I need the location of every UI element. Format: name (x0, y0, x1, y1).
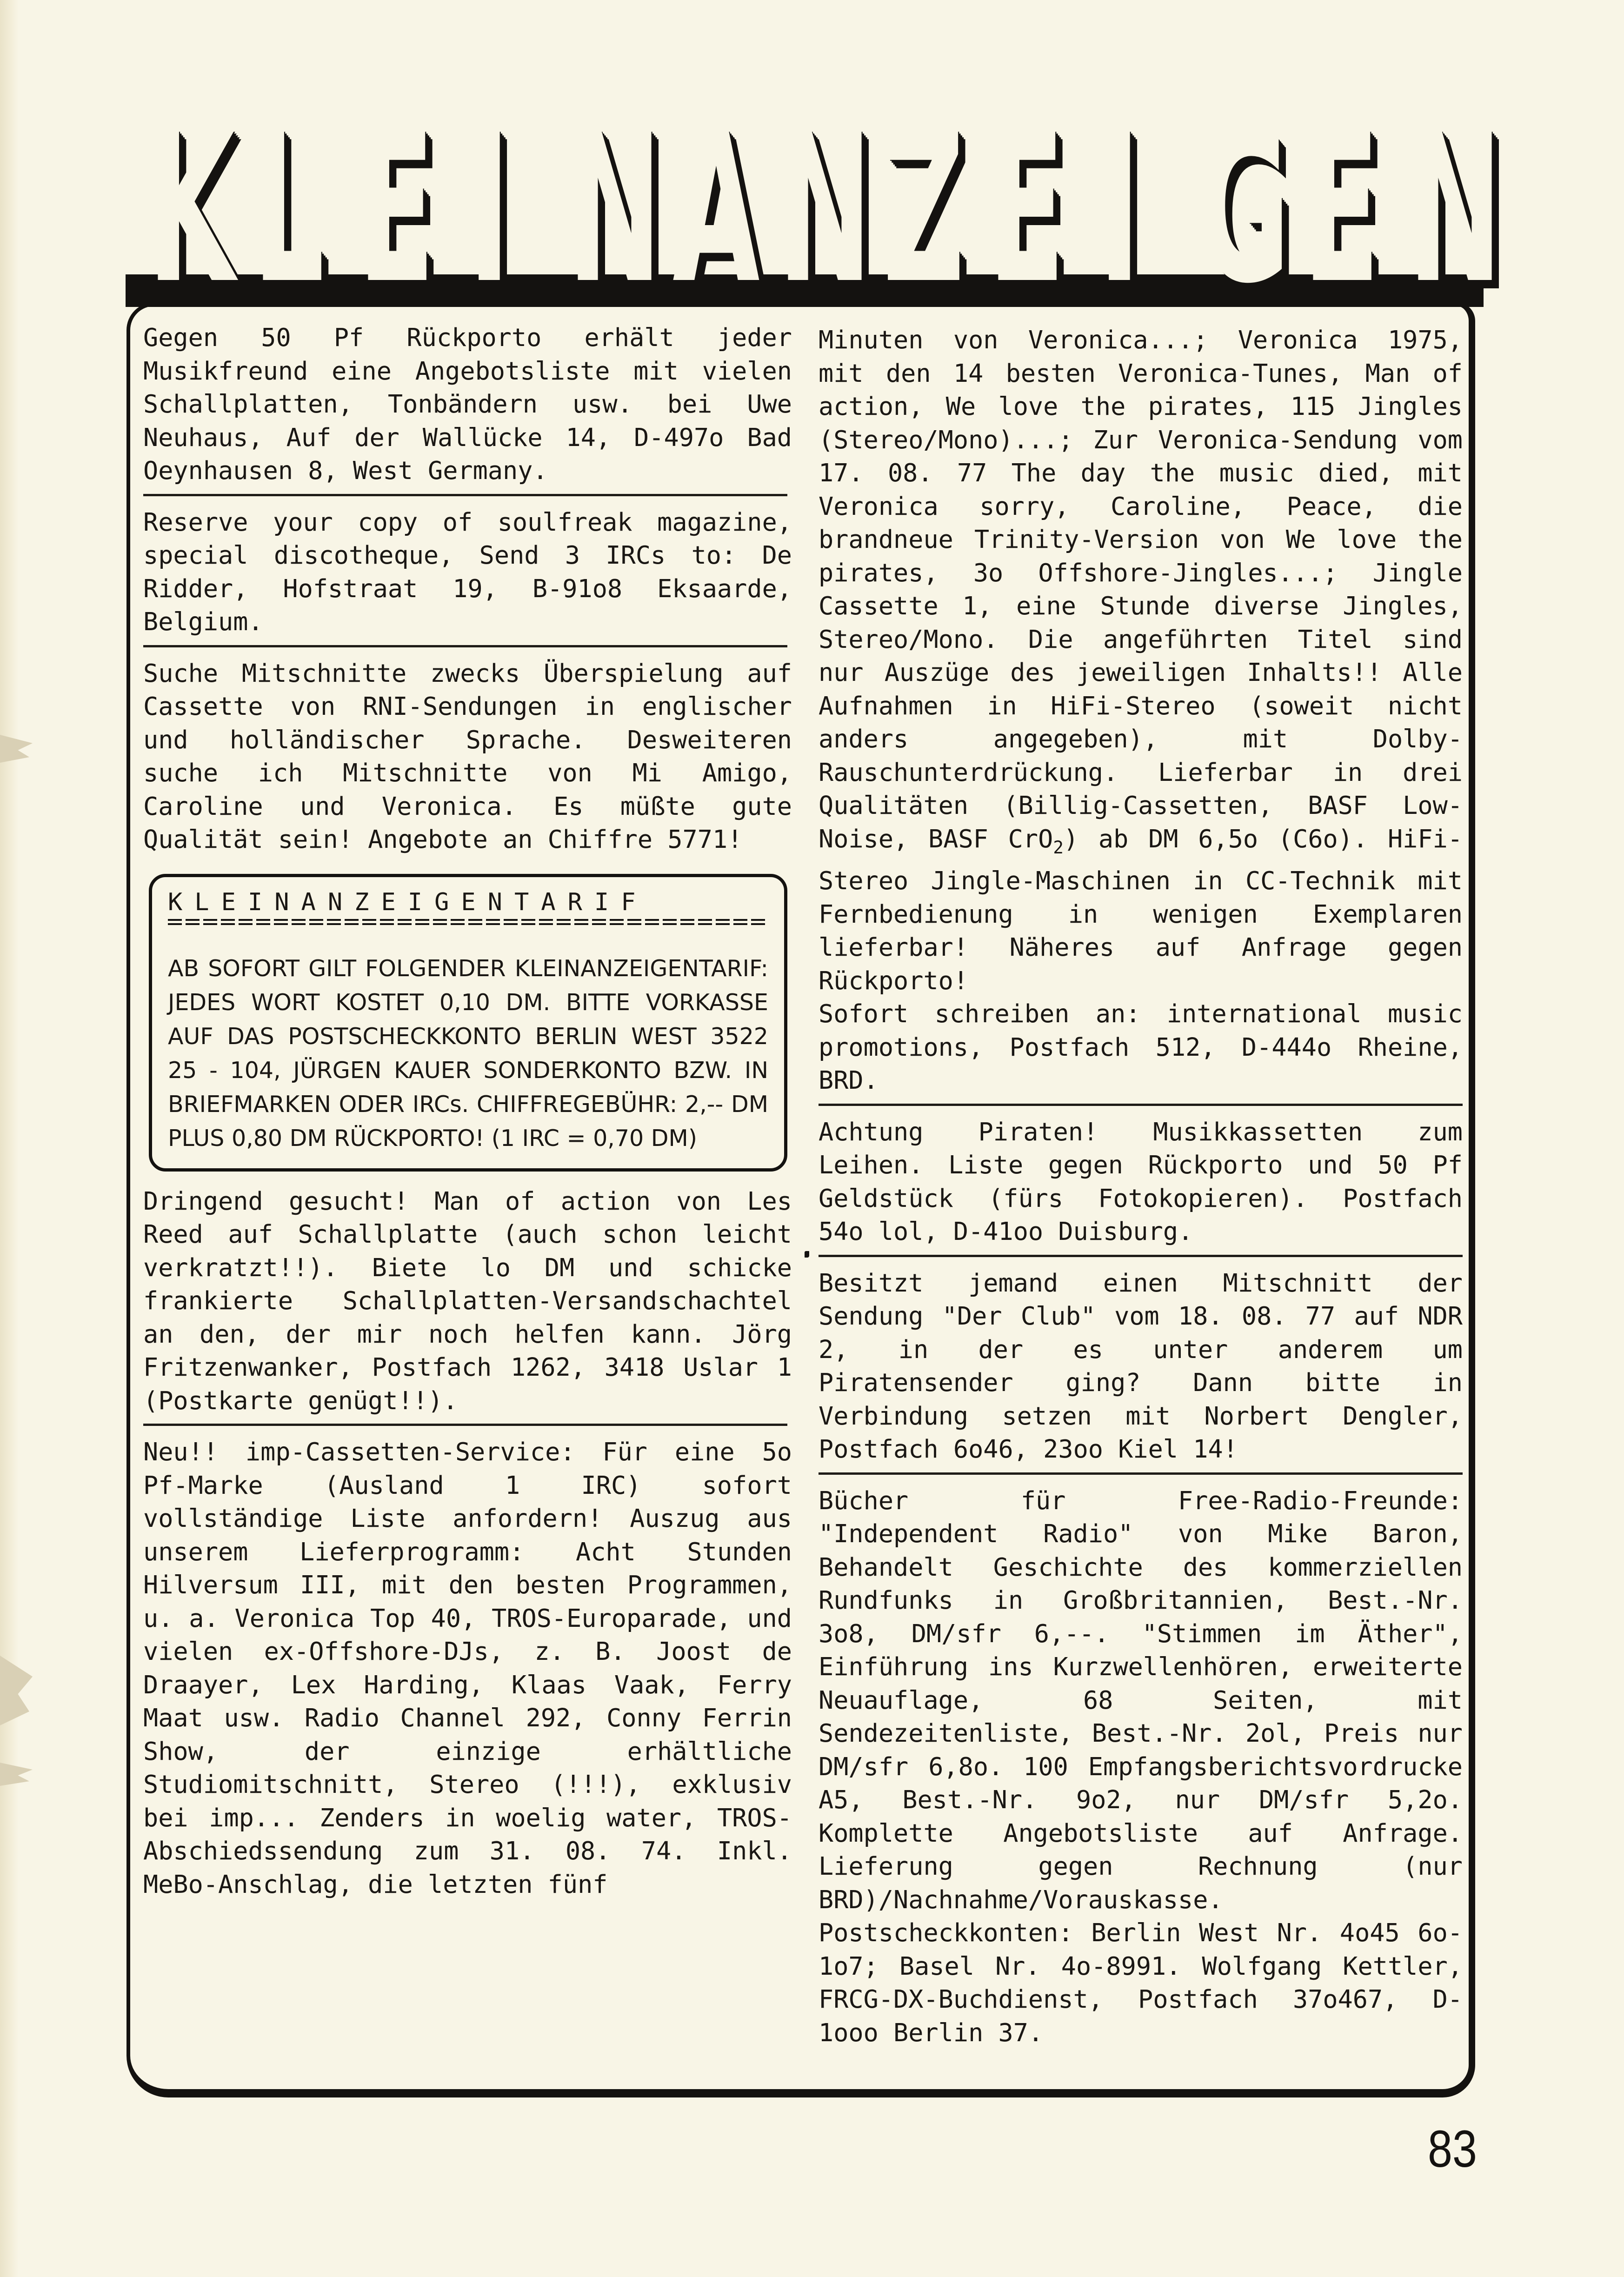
classified-ad-continued (819, 323, 1463, 1097)
title-letter: E (357, 90, 435, 328)
ad-divider (819, 1472, 1463, 1475)
tarif-double-rule (168, 919, 768, 925)
classified-ad (819, 1484, 1463, 2050)
subscript: 2 (1053, 837, 1064, 858)
classified-ad (143, 1185, 792, 1418)
classified-ad (819, 1266, 1463, 1466)
title-letter: N (567, 90, 662, 328)
ad-text-part: Minuten von Veronica...; Veronica 1975, mit den 14 besten Veronica-Tunes, Man of action, We love the pirates, 115 Jingles (Stereo/Mono)...; Zur Veronica-Sendung vom 17. 08. 77 The day the music died, mit Veronica sorry, Caroline, Peace, die brandneue Trinity-Version von We love the pirates, 3o Offshore-Jingles...; Jingle Cassette 1, eine Stunde diverse Jingles, Stereo/Mono. Die angeführten Titel sind nur Auszüge des jeweiligen Inhalts!! Alle Aufnahmen in HiFi-Stereo (soweit nicht anders angegeben), mit Dolby-Rauschunterdrückung. Lieferbar in drei Qualitäten (Billig-Cassetten, BASF Low-Noise, BASF CrO (819, 325, 1463, 853)
ad-divider (143, 1424, 787, 1426)
title-letter: E (987, 90, 1065, 328)
tarif-title: KLEINANZEIGENTARIF (168, 888, 648, 916)
paper-tear (0, 1763, 33, 1786)
ad-text: Reserve your copy of soulfreak magazine, special discotheque, Send 3 IRCs to: De Ridder, Hofstraat 19, B-91o8 Eksaarde, Belgium. (143, 507, 792, 636)
ad-text: Neu!! imp-Cassetten-Service: Für eine 5o Pf-Marke (Ausland 1 IRC) sofort vollständige Liste anfordern! Auszug aus unserem Lieferprogramm: Acht Stunden Hilversum III, mit den besten Programmen, u. a. Veronica Top 40, TROS-Europarade, und vielen ex-Offshore-DJs, z. B. Joost de Draayer, Lex Harding, Klaas Vaak, Ferry Maat usw. Radio Channel 292, Conny Ferrin Show, der einzige erhältliche Studiomitschnitt, Stereo (!!!), exklusiv bei imp... Zenders in woelig water, TROS-Abschiedssendung zum 31. 08. 74. Inkl. MeBo-Anschlag, die letzten fünf (143, 1437, 792, 1899)
right-column (819, 323, 1463, 2049)
title-letter: I (468, 90, 511, 328)
classified-ad (819, 1115, 1463, 1248)
ad-text: Achtung Piraten! Musikkassetten zum Leihen. Liste gegen Rückporto und 50 Pf Geldstück (fürs Fotokopieren). Postfach 54o lol, D-41oo Duisburg. (819, 1117, 1463, 1246)
page-number: 83 (1428, 2120, 1477, 2178)
classified-ad (143, 506, 792, 639)
paper-tear (0, 1656, 33, 1725)
ad-text: Gegen 50 Pf Rückporto erhält jeder Musikfreund eine Angebotsliste mit vielen Schallplatten, Tonbändern usw. bei Uwe Neuhaus, Auf der Wallücke 14, D-497o Bad Oeynhausen 8, West Germany. (143, 323, 792, 485)
title-letter: E (1303, 90, 1380, 328)
ad-divider (143, 645, 787, 647)
ad-text: Bücher für Free-Radio-Freunde: "Independent Radio" von Mike Baron, Behandelt Geschichte des kommerziellen Rundfunks in Großbritannien, Best.-Nr. 3o8, DM/sfr 6,--. "Stimmen im Äther", Einführung ins Kurzwellenhören, erweiterte Neuauflage, 68 Seiten, mit Sendezeitenliste, Best.-Nr. 2ol, Preis nur DM/sfr 6,8o. 100 Empfangsberichtsvordrucke A5, Best.-Nr. 9o2, nur DM/sfr 5,2o. Komplette Angebotsliste auf Anfrage. Lieferung gegen Rechnung (nur BRD)/Nachnahme/Vorauskasse. Postscheckkonten: Berlin West Nr. 4o45 6o-1o7; Basel Nr. 4o-8991. Wolfgang Kettler, FRCG-DX-Buchdienst, Postfach 37o467, D-1ooo Berlin 37. (819, 1485, 1463, 2047)
ad-text-part: ) ab DM 6,5o (C6o). HiFi-Stereo Jingle-Maschinen in CC-Technik mit Fernbedienung in wenigen Exemplaren lieferbar! Näheres auf Anfrage gegen Rückporto! (819, 824, 1463, 995)
ink-speck (805, 1251, 809, 1258)
tarif-text: AB SOFORT GILT FOLGENDER KLEINANZEIGENTARIF: JEDES WORT KOSTET 0,10 DM. BITTE VORKASSE AUF DAS POSTSCHECKKONTO BERLIN WEST 3522 25 - 104, JÜRGEN KAUER SONDERKONTO BZW. IN BRIEFMARKEN ODER IRCs. CHIFFREGEBÜHR: 2,-- DM PLUS 0,80 DM RÜCKPORTO! (1 IRC = 0,70 DM) (168, 955, 768, 1152)
ad-text: Dringend gesucht! Man of action von Les Reed auf Schallplatte (auch schon leicht verkratzt!!). Biete lo DM und schicke frankierte Schallplatten-Versandschachtel an den, der mir noch helfen kann. Jörg Fritzenwanker, Postfach 1262, 3418 Uslar 1 (Postkarte genügt!!). (143, 1186, 792, 1415)
classified-ad (143, 657, 792, 856)
ad-text (819, 323, 1463, 997)
title-letter: A (672, 90, 760, 328)
tarif-box (149, 874, 787, 1172)
paper-tear (0, 735, 33, 763)
ad-text: Suche Mitschnitte zwecks Überspielung auf Cassette von RNI-Sendungen in englischer und holländischer Sprache. Desweiteren suche ich Mitschnitte von Mi Amigo, Caroline und Veronica. Es müßte gute Qualität sein! Angebote an Chiffre 5771! (143, 658, 792, 854)
title-letter: K (147, 90, 235, 328)
page-title (126, 90, 1502, 328)
classified-ad (143, 1435, 792, 1901)
classified-ad (143, 321, 792, 487)
ad-divider (819, 1104, 1463, 1106)
title-letter: Z (883, 90, 965, 328)
ad-divider (143, 494, 787, 496)
paper-edge (0, 0, 19, 2277)
title-letter: I (1098, 90, 1141, 328)
ad-text: Besitzt jemand einen Mitschnitt der Sendung "Der Club" vom 18. 08. 77 auf NDR 2, in der es unter anderem um Piratensender ging? Dann bitte in Verbindung setzen mit Norbert Dengler, Postfach 6o46, 23oo Kiel 14! (819, 1268, 1463, 1464)
ad-divider (819, 1255, 1463, 1257)
masthead-letters (126, 90, 1502, 328)
title-letter: L (253, 90, 325, 328)
title-letter: G (1198, 90, 1291, 328)
ad-contact: Sofort schreiben an: international music promotions, Postfach 512, D-444o Rheine, BRD. (819, 999, 1463, 1095)
title-letter: N (1408, 90, 1502, 328)
left-column (143, 321, 792, 1901)
title-letter: N (778, 90, 872, 328)
